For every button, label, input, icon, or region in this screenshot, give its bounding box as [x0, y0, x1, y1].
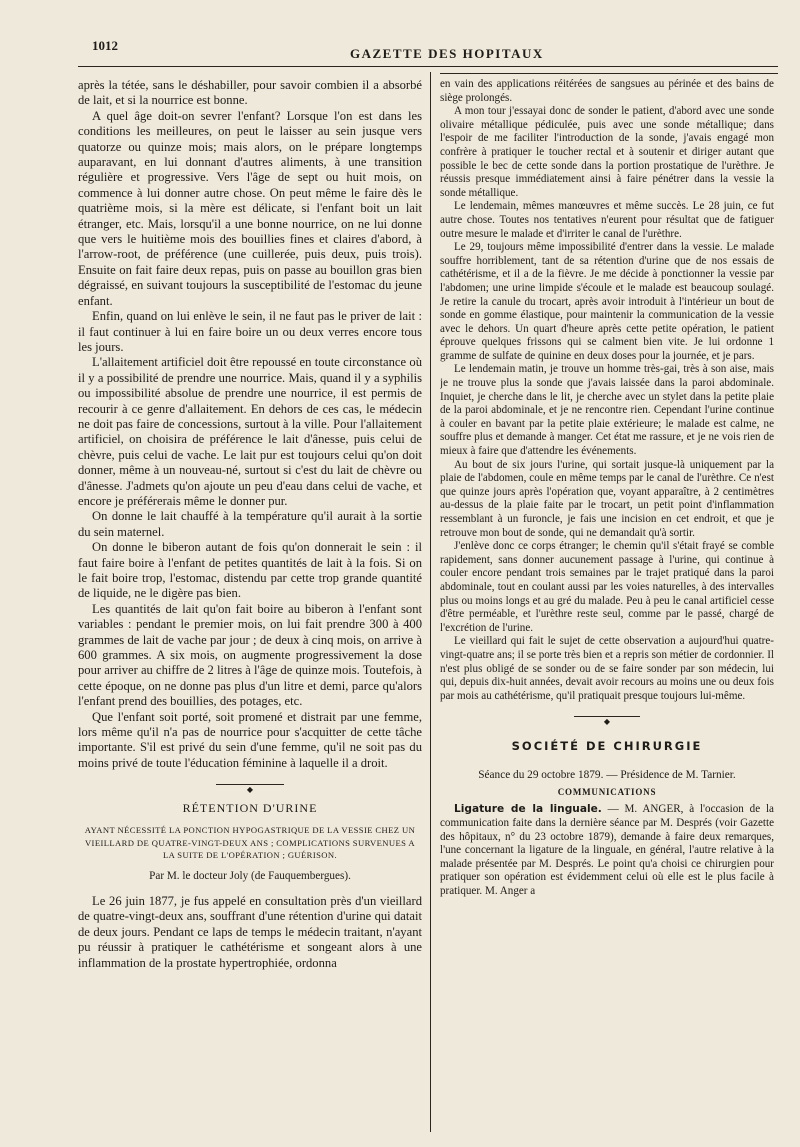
header-rule [78, 66, 778, 67]
article-paragraph: A mon tour j'essayai donc de sonder le patient, d'abord avec une sonde olivaire métallique pédiculée, puis avec une sonde métallique; dans l'espoir de me faciliter l'introduction de la sonde, j'avais engagé mon confrère à pratiquer le toucher rectal et à soutenir et diriger autant que possible le bec de cette sonde dans la portion prostatique de l'urèthre. Je réussis presque immédiatement ainsi à faire pénétrer dans la vessie la sonde métallique. [440, 105, 774, 199]
article-paragraph: A quel âge doit-on sevrer l'enfant? Lorsque l'on est dans les conditions les meilleures, on peut le laisser au sein jusque vers quatorze ou quinze mois; mais alors, on le prépare longtemps auparavant, en lui donnant d'autres aliments, à une transition régulière et progressive. Vers l'âge de sept ou huit mois, on commence à lui donner autre chose. On peut même le faire dès le quatrième mois, si la mère est délicate, si l'enfant boit un lait étranger, etc. Mais, lorsqu'il a une bonne nourrice, on ne lui donne que vers le huitième mois des bouillies fines et claires d'abord, à l'arrow-root, de préférence (une cuillerée, puis deux, puis trois). Ensuite on fait faire deux repas, puis on passe au bouillon gras bien dégraissé, en suivant toujours la susceptibilité de l'estomac du jeune enfant. [78, 108, 422, 308]
left-column [78, 78, 422, 1138]
article-paragraph: Que l'enfant soit porté, soit promené et distrait par une femme, lors même qu'il n'a pas de nourrice pour s'acquitter de cette tâche importante. S'il est privé du sein d'une femme, qu'il ne soit pas du moins privé de toute l'éducation féminine à laquelle il a droit. [78, 709, 422, 770]
section-divider: ◆ [78, 779, 422, 789]
run-in-heading: Ligature de la linguale. [454, 803, 602, 816]
article-paragraph: Le 29, toujours même impossibilité d'entrer dans la vessie. Le malade souffre horriblement, tant de sa rétention d'urine que de nos essais de cathétérisme, et il a de la fièvre. Je me décide à ponctionner la vessie par l'abdomen; une urine limpide s'écoule et le malade est beaucoup soulagé. Je retire la canule du trocart, après avoir introduit à l'intérieur un bout de sonde en gomme élastique, pour maintenir la communication de la vessie avec le dehors. Un quart d'heure après cette petite opération, le patient éprouve quelques frissons qui se calment bien vite. Je lui ordonne 1 gramme de sulfate de quinine en deux doses pour la journée, et je pars. [440, 241, 774, 362]
article-paragraph: Le vieillard qui fait le sujet de cette observation a aujourd'hui quatre-vingt-quatre ans; il se porte très bien et a repris son métier de cordonnier. Il n'est plus obligé de se sonder ou de se faire sonder par son médecin, lui qui, depuis dix-huit années, devait avoir recours au moins une ou deux fois par mois au cathétérisme, qu'il pratiquait presque toujours lui-même. [440, 635, 774, 702]
header-rule-secondary [440, 73, 778, 74]
section-title: RÉTENTION D'URINE [182, 801, 318, 816]
article-paragraph: Enfin, quand on lui enlève le sein, il ne faut pas le priver de lait : il faut continuer à lui en faire boire un ou deux verres encore tous les jours. [78, 309, 422, 354]
author-byline: Par M. le docteur Joly (de Fauquembergues). [149, 870, 351, 883]
article-paragraph: Les quantités de lait qu'on fait boire au biberon à l'enfant sont variables : pendant le premier mois, on lui fait prendre 300 à 400 grammes de lait de vache par jour ; de deux à cinq mois, on arrive à 600 grammes. A six mois, on augmente progressivement la dose pour arriver au chiffre de 2 litres à l'âge de quinze mois. Toutefois, à cette époque, on ne donne pas plus d'un litre et demi, parce qu'alors l'enfant prend des bouillies, des potages, etc. [78, 601, 422, 709]
society-title: SOCIÉTÉ DE CHIRURGIE [511, 739, 703, 754]
article-paragraph: J'enlève donc ce corps étranger; le chemin qu'il s'était frayé se comble rapidement, sans donner aucunement passage à l'urine, qui continue à couler encore pendant trois semaines par le trajet pratiqué dans la paroi abdominale, tout en coulant aussi par les voies naturelles, à des intervalles plus ou moins longs et au gré du malade. Peu à peu le canal artificiel cesse d'être perméable, et l'urèthre reste seul, comme par le passé, chargé de l'excrétion de l'urine. [440, 540, 774, 634]
article-paragraph: Au bout de six jours l'urine, qui sortait jusque-là uniquement par la plaie de l'abdomen, coule en même temps par le canal de l'urèthre. Ce n'est que quinze jours après l'opération que, voyant apparaître, à 2 centimètres au-dessus de la plaie faite par le trocart, un petit point d'inflammation ressemblant à un furoncle, je fais une incision en cet endroit, et que je retrouve mon bout de sonde, qui ne demandait qu'à sortir. [440, 458, 774, 539]
journal-title: GAZETTE DES HOPITAUX [350, 46, 544, 61]
page-number: 1012 [92, 38, 118, 53]
column-separator [430, 72, 431, 1132]
article-paragraph: en vain des applications réitérées de sangsues au périnée et des bains de siège prolongés. [440, 78, 774, 104]
section-subtitle: AYANT NÉCESSITÉ LA PONCTION HYPOGASTRIQUE DE LA VESSIE CHEZ UN VIEILLARD DE QUATRE-VINGT-DEUX ANS ; COMPLICATIONS SURVENUES A LA SUITE DE L'OPÉRATION ; GUÉRISON. [84, 825, 416, 861]
article-paragraph: On donne le biberon autant de fois qu'on donnerait le sein : il faut faire boire à l'enfant de petites quantités de lait à la fois. Si on le fait boire trop, l'estomac, distendu par cette trop grande quantité de liquide, ne le digère pas bien. [78, 540, 422, 601]
seance-line: Séance du 29 octobre 1879. — Présidence de M. Tarnier. [478, 769, 736, 782]
paragraph-text: — M. ANGER, à l'occasion de la communication faite dans la dernière séance par M. Després (voir Gazette des hôpitaux, n° du 23 octobre 1879), demande à faire deux remarques, l'une concernant la ligature de la linguale, en général, l'autre relative à la malade présentée par M. Després. Le point qu'a choisi ce chirurgien pour pratiquer son opération est évidemment celui où elle est le plus facile à pratiquer. M. Anger a [440, 803, 774, 897]
article-paragraph: Le lendemain matin, je trouve un homme très-gai, très à son aise, mais je ne trouve plus la sonde que j'avais laissée dans la paroi abdominale. Inquiet, je cherche dans le lit, je cherche avec un stylet dans la petite plaie de la paroi abdominale, et je ne rencontre rien. Cependant l'urine continue à couler en bavant par la petite plaie extérieure; le malade est calme, ne souffre plus et demande à manger. Cet état me rassure, et je ne vois rien de mieux à faire que d'attendre les événements. [440, 363, 774, 458]
right-column [440, 78, 774, 1138]
article-paragraph: On donne le lait chauffé à la température qu'il aurait à la sortie du sein maternel. [78, 509, 422, 539]
article-paragraph: après la tétée, sans le déshabiller, pour savoir combien il a absorbé de lait, et si la nourrice est bonne. [78, 78, 422, 108]
communications-heading: COMMUNICATIONS [557, 787, 657, 798]
article-paragraph [440, 803, 774, 898]
article-paragraph: Le lendemain, mêmes manœuvres et même succès. Le 28 juin, ce fut autre chose. Toutes nos tentatives n'eurent pour résultat que de fatiguer outre mesure le malade et d'irriter le canal de l'urèthre. [440, 200, 774, 240]
article-paragraph: L'allaitement artificiel doit être repoussé en toute circonstance où il y a possibilité de prendre une nourrice. Mais, quand il y a syphilis ou impossibilité absolue de prendre une nourrice, il est permis de recourir à ce genre d'allaitement. En dehors de ces cas, le médecin ne doit pas faire de concessions, surtout à la ville. Pour l'allaitement artificiel, on choisira de préférence le lait d'ânesse, puis celui de chèvre, puis celui de vache. Le lait pur est toujours celui qu'on doit donner, même à un nouveau-né, surtout si c'est du lait de chèvre ou d'ânesse. J'admets qu'on ajoute un peu d'eau dans celui de vache, et encore je préférerais même le donner pur. [78, 355, 422, 508]
section-divider: ◆ [440, 711, 774, 721]
article-paragraph: Le 26 juin 1877, je fus appelé en consultation près d'un vieillard de quatre-vingt-deux ans, souffrant d'une rétention d'urine qui datait de deux jours. Pendant ce laps de temps le médecin traitant, n'ayant pu réussir à pratiquer le cathétérisme et songeant alors à une inflammation de la prostate hypertrophiée, ordonna [78, 894, 422, 970]
